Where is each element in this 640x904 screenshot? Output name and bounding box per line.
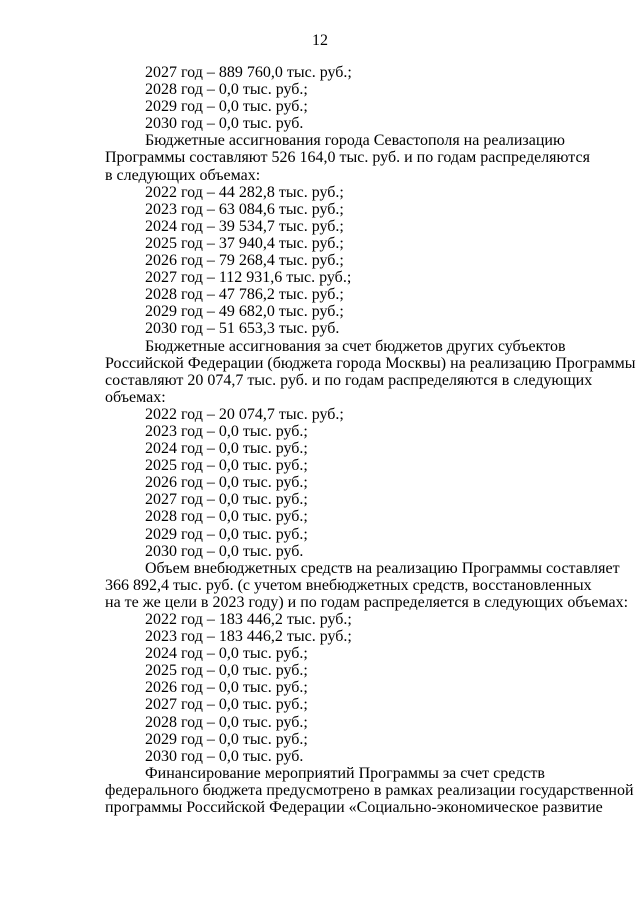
document-body [105,64,636,817]
list-item: 2030 год – 51 653,3 тыс. руб. [145,320,340,338]
list-item: 2028 год – 0,0 тыс. руб.; [145,713,308,731]
paragraph-line: Российской Федерации (бюджета города Москвы) на реализацию Программы [105,354,636,372]
paragraph-line: составляют 20 074,7 тыс. руб. и по годам распределяются в следующих [105,371,593,389]
list-item: 2023 год – 63 084,6 тыс. руб.; [145,200,344,218]
list-item: 2024 год – 0,0 тыс. руб.; [145,440,308,458]
list-item: 2030 год – 0,0 тыс. руб. [145,542,304,560]
list-item: 2024 год – 39 534,7 тыс. руб.; [145,217,344,235]
paragraph-line: программы Российской Федерации «Социально-экономическое развитие [105,799,603,817]
list-item: 2029 год – 0,0 тыс. руб.; [145,730,308,748]
paragraph-line: 366 892,4 тыс. руб. (с учетом внебюджетных средств, восстановленных [105,576,592,594]
list-item: 2026 год – 79 268,4 тыс. руб.; [145,252,344,270]
paragraph [105,337,636,406]
list-item: 2026 год – 0,0 тыс. руб.; [145,679,308,697]
paragraph-line: Финансирование мероприятий Программы за счет средств [145,764,545,782]
list-item: 2023 год – 183 446,2 тыс. руб.; [145,628,352,646]
list-item: 2027 год – 0,0 тыс. руб.; [145,696,308,714]
list-item: 2025 год – 0,0 тыс. руб.; [145,662,308,680]
funding-list [105,184,537,338]
list-item: 2028 год – 0,0 тыс. руб.; [145,81,308,99]
paragraph-line: федерального бюджета предусмотрено в рамках реализации государственной [105,781,634,799]
list-item: 2022 год – 44 282,8 тыс. руб.; [145,183,344,201]
list-item: 2027 год – 889 760,0 тыс. руб.; [145,64,352,81]
funding-list [105,406,537,560]
list-item: 2027 год – 0,0 тыс. руб.; [145,491,308,509]
list-item: 2028 год – 0,0 тыс. руб.; [145,508,308,526]
list-item: 2030 год – 0,0 тыс. руб. [145,115,304,133]
paragraph [105,132,590,184]
list-item: 2024 год – 0,0 тыс. руб.; [145,645,308,663]
paragraph-line: Бюджетные ассигнования за счет бюджетов других субъектов [145,337,566,355]
list-item: 2029 год – 0,0 тыс. руб.; [145,525,308,543]
list-item: 2027 год – 112 931,6 тыс. руб.; [145,269,352,287]
list-item: 2030 год – 0,0 тыс. руб. [145,747,304,765]
list-item: 2025 год – 0,0 тыс. руб.; [145,457,308,475]
paragraph-line: на те же цели в 2023 году) и по годам распределяется в следующих объемах: [105,593,629,611]
funding-list [105,611,537,765]
list-item: 2029 год – 0,0 тыс. руб.; [145,98,308,116]
list-item: 2026 год – 0,0 тыс. руб.; [145,474,308,492]
list-item: 2022 год – 183 446,2 тыс. руб.; [145,611,352,628]
paragraph [105,764,634,817]
paragraph-line: Бюджетные ассигнования города Севастополя на реализацию [145,132,565,150]
list-item: 2029 год – 49 682,0 тыс. руб.; [145,303,344,321]
funding-list [105,64,537,132]
paragraph-line: в следующих объемах: [105,166,261,184]
list-item: 2025 год – 37 940,4 тыс. руб.; [145,234,344,252]
list-item: 2022 год – 20 074,7 тыс. руб.; [145,405,344,423]
list-item: 2023 год – 0,0 тыс. руб.; [145,422,308,440]
paragraph-line: Программы составляют 526 164,0 тыс. руб. и по годам распределяются [105,149,590,167]
list-item: 2028 год – 47 786,2 тыс. руб.; [145,286,344,304]
page-number: 12 [312,32,328,49]
paragraph-line: объемах: [105,388,166,406]
paragraph-line: Объем внебюджетных средств на реализацию Программы составляет [145,559,620,577]
paragraph [105,559,629,611]
